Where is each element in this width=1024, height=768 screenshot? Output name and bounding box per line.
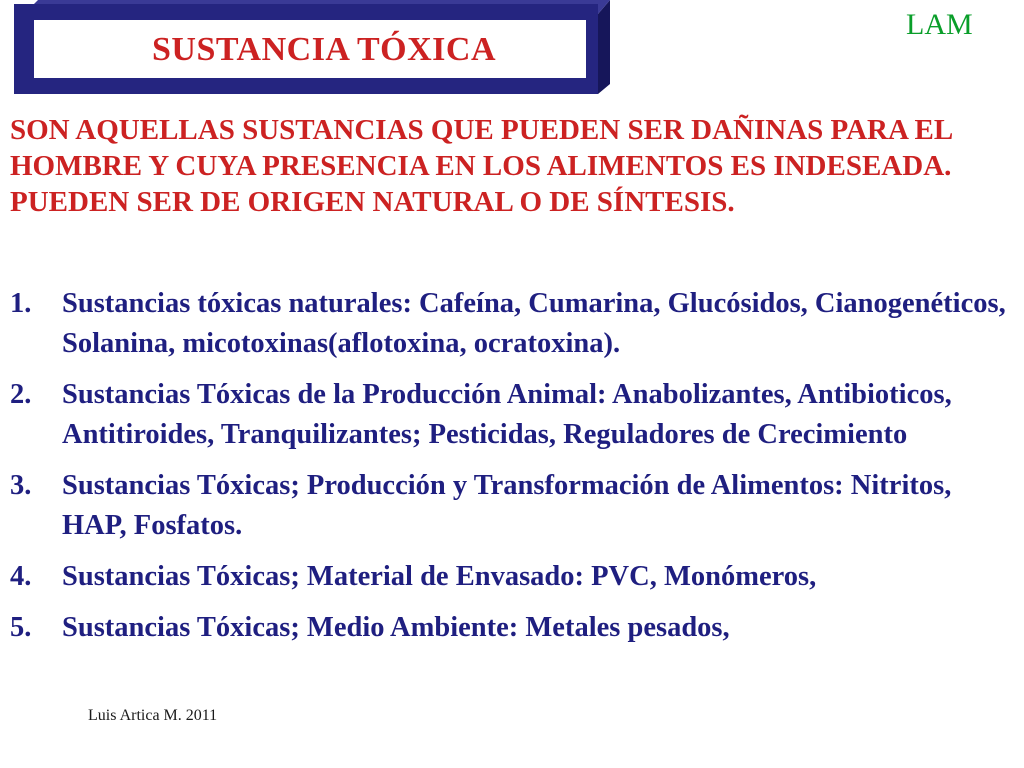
footer-author: Luis Artica M. 2011 [88,707,218,724]
list-item-number: 3. [10,470,32,501]
definition-paragraph: SON AQUELLAS SUSTANCIAS QUE PUEDEN SER DAÑINAS PARA EL HOMBRE Y CUYA PRESENCIA EN LOS ALIMENTOS ES INDESEADA. PUEDEN SER DE ORIGEN NATURAL O DE SÍNTESIS. [10,114,952,218]
title-frame [14,0,606,100]
list-item-text: Sustancias Tóxicas; Medio Ambiente: Metales pesados, [62,612,730,643]
list-item-text: Sustancias tóxicas naturales: Cafeína, Cumarina, Glucósidos, Cianogenéticos, Solanina, micotoxinas(aflotoxina, ocratoxina). [62,288,1006,359]
list-item [10,284,1015,364]
list-item-number: 2. [10,379,32,410]
list-item-text: Sustancias Tóxicas de la Producción Animal: Anabolizantes, Antibioticos, Antitiroides, Tranquilizantes; Pesticidas, Reguladores de Crecimiento [62,379,952,450]
list-item [10,557,1015,597]
list-item [10,375,1015,455]
corner-tag: LAM [906,8,973,41]
list-item [10,608,1015,648]
slide-title: SUSTANCIA TÓXICA [152,31,496,68]
list-item-text: Sustancias Tóxicas; Material de Envasado: PVC, Monómeros, [62,561,817,592]
list-item-text: Sustancias Tóxicas; Producción y Transformación de Alimentos: Nitritos, HAP, Fosfatos. [62,470,952,541]
list-item-number: 5. [10,612,32,643]
list-item [10,466,1015,546]
toxic-substances-list [10,284,1015,659]
list-item-number: 1. [10,288,32,319]
list-item-number: 4. [10,561,32,592]
